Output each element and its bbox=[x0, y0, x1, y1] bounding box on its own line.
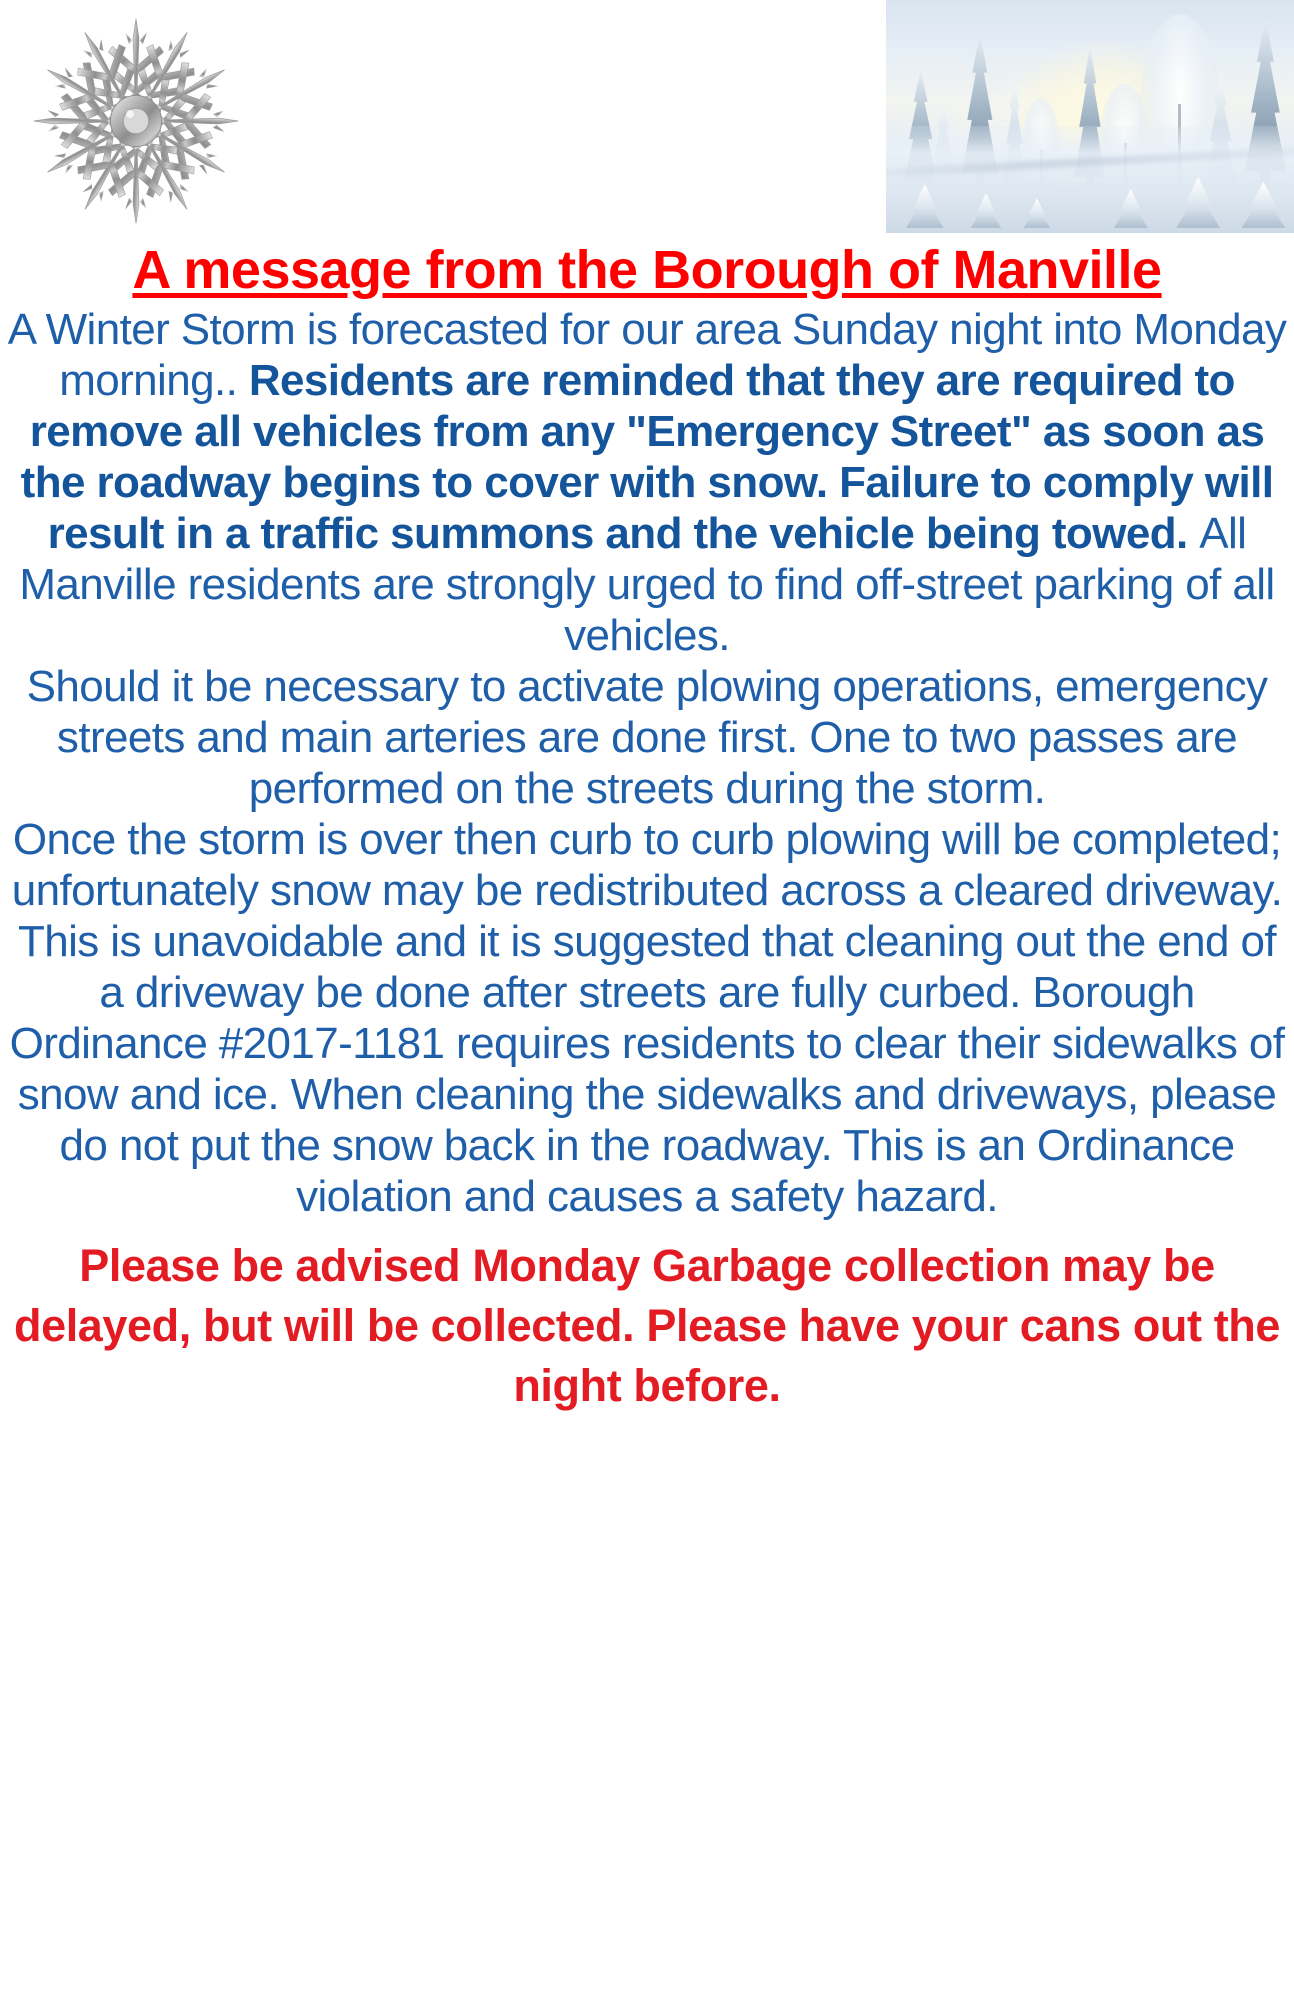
advisory-bold-requirement: Residents are reminded that they are required to remove all vehicles from any "Emergency Street" as soon as the roadway begins to cover with snow. Failure to comply will result in a traffic summons and the vehicle being towed. bbox=[20, 356, 1274, 558]
paragraph-storm-advisory bbox=[6, 302, 1288, 661]
advisory-lead-text: A Winter Storm is forecasted for our area Sunday night into Monday morning.. bbox=[7, 305, 1287, 405]
winter-forest-photo bbox=[886, 0, 1294, 233]
snowflake-icon bbox=[18, 2, 254, 240]
advisory-tail-text: All Manville residents are strongly urged to find off-street parking of all vehicles. bbox=[19, 509, 1275, 660]
snow-ground bbox=[886, 126, 1294, 233]
header-image-band bbox=[0, 0, 1294, 238]
paragraph-plowing-priority: Should it be necessary to activate plowing operations, emergency streets and main arteries are done first. One to two passes are performed on the streets during the storm. bbox=[26, 662, 1268, 813]
notice-body bbox=[0, 238, 1294, 1416]
paragraph-garbage-alert: Please be advised Monday Garbage collection may be delayed, but will be collected. Please have your cans out the night before. bbox=[13, 1240, 1280, 1411]
paragraph-curb-to-curb-and-ordinance: Once the storm is over then curb to curb plowing will be completed; unfortunately snow may be redistributed across a cleared driveway. This is unavoidable and it is suggested that cleaning out the end of a driveway be done after streets are fully curbed. Borough Ordinance #2017-1181 requires residents to clear their sidewalks of snow and ice. When cleaning the sidewalks and driveways, please do not put the snow back in the roadway. This is an Ordinance violation and causes a safety hazard. bbox=[9, 815, 1285, 1221]
page-title: A message from the Borough of Manville bbox=[132, 240, 1162, 300]
